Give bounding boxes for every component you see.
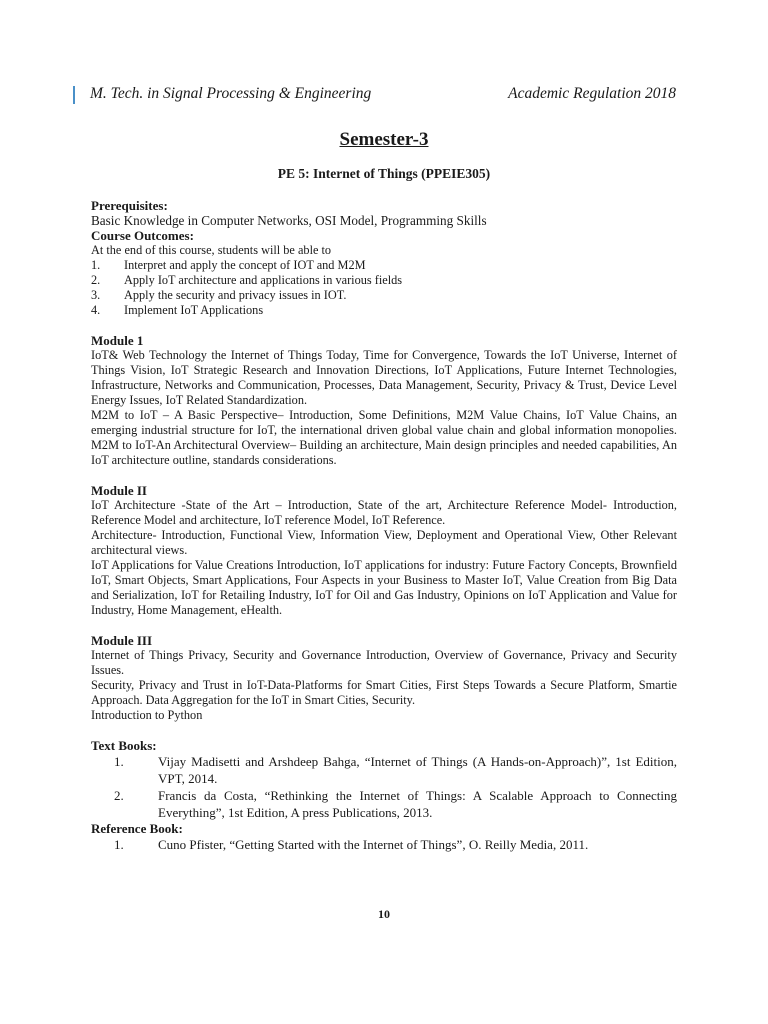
module-1-heading: Module 1 <box>91 333 144 348</box>
module-2-paragraph: IoT Architecture -State of the Art – Introduction, State of the art, Architecture Reference Model- Introduction, Reference Model and architecture, IoT reference Model, IoT Reference. <box>91 498 677 527</box>
spacer <box>91 618 677 633</box>
list-item <box>91 258 677 273</box>
item-number: 1. <box>114 837 124 852</box>
item-number: 1. <box>91 258 101 272</box>
item-text: Implement IoT Applications <box>124 303 264 317</box>
spacer <box>91 468 677 483</box>
module-1-paragraph: IoT& Web Technology the Internet of Things Today, Time for Convergence, Towards the IoT Universe, Internet of Things Vision, IoT Strategic Research and Innovation Directions, IoT Applications, Future Internet Technologies, Infrastructure, Networks and Communication, Processes, Data Management, Security, Privacy & Trust, Device Level Energy Issues, IoT Related Standardization. <box>91 348 677 407</box>
header-regulation: Academic Regulation 2018 <box>508 85 676 102</box>
spacer <box>91 723 677 738</box>
course-outcomes-heading: Course Outcomes: <box>91 228 194 243</box>
list-item <box>91 836 677 853</box>
course-title: PE 5: Internet of Things (PPEIE305) <box>277 166 491 181</box>
module-3-paragraph: Internet of Things Privacy, Security and Governance Introduction, Overview of Governance, Privacy and Security Issues. <box>91 648 677 677</box>
item-text: Apply the security and privacy issues in IOT. <box>124 288 347 302</box>
module-2-heading: Module II <box>91 483 147 498</box>
page-number: 10 <box>378 907 390 921</box>
list-item <box>91 273 677 288</box>
module-3-heading: Module III <box>91 633 153 648</box>
item-number: 3. <box>91 288 101 302</box>
header-accent-bar <box>73 86 75 104</box>
text-books-heading: Text Books: <box>91 738 157 753</box>
module-3-paragraph: Security, Privacy and Trust in IoT-Data-Platforms for Smart Cities, First Steps Towards a Secure Platform, Smartie Approach. Data Aggregation for the IoT in Smart Cities, Security. <box>91 678 677 707</box>
item-number: 4. <box>91 303 101 317</box>
module-3-paragraph: Introduction to Python <box>91 708 203 722</box>
module-1-paragraph: M2M to IoT – A Basic Perspective– Introduction, Some Definitions, M2M Value Chains, IoT Value Chains, an emerging industrial structure for IoT, the international driven global value chain and global information monopolies. M2M to IoT-An Architectural Overview– Building an architecture, Main design principles and needed capabilities, An IoT architecture outline, standards considerations. <box>91 408 677 467</box>
course-outcomes-intro: At the end of this course, students will be able to <box>91 243 332 257</box>
semester-title: Semester-3 <box>339 129 429 150</box>
prerequisites-text: Basic Knowledge in Computer Networks, OSI Model, Programming Skills <box>91 213 487 228</box>
syllabus-body <box>91 198 677 853</box>
item-number: 2. <box>114 788 124 803</box>
list-item <box>91 288 677 303</box>
list-item <box>91 753 677 787</box>
list-item <box>91 787 677 821</box>
item-number: 1. <box>114 754 124 769</box>
header-program-title: M. Tech. in Signal Processing & Engineering <box>90 85 372 102</box>
list-item <box>91 303 677 318</box>
item-text: Francis da Costa, “Rethinking the Internet of Things: A Scalable Approach to Connecting Everything”, 1st Edition, A press Publications, 2013. <box>158 788 677 820</box>
reference-book-list <box>91 836 677 853</box>
item-text: Apply IoT architecture and applications in various fields <box>124 273 403 287</box>
item-text: Interpret and apply the concept of IOT and M2M <box>124 258 366 272</box>
prerequisites-heading: Prerequisites: <box>91 198 168 213</box>
reference-book-heading: Reference Book: <box>91 821 183 836</box>
item-number: 2. <box>91 273 101 287</box>
item-text: Vijay Madisetti and Arshdeep Bahga, “Internet of Things (A Hands-on-Approach)”, 1st Edition, VPT, 2014. <box>158 754 677 786</box>
spacer <box>91 318 677 333</box>
module-2-paragraph: Architecture- Introduction, Functional View, Information View, Deployment and Operational View, Other Relevant architectural views. <box>91 528 677 557</box>
course-outcomes-list <box>91 258 677 318</box>
module-2-paragraph: IoT Applications for Value Creations Introduction, IoT applications for industry: Future Factory Concepts, Brownfield IoT, Smart Objects, Smart Applications, Four Aspects in your Business to Master IoT, Value Creation from Big Data and Serialization, IoT for Retailing Industry, IoT for Oil and Gas Industry, Opinions on IoT Application and Value for Industry, Home Management, eHealth. <box>91 558 677 617</box>
item-text: Cuno Pfister, “Getting Started with the Internet of Things”, O. Reilly Media, 2011. <box>158 837 589 852</box>
text-books-list <box>91 753 677 821</box>
